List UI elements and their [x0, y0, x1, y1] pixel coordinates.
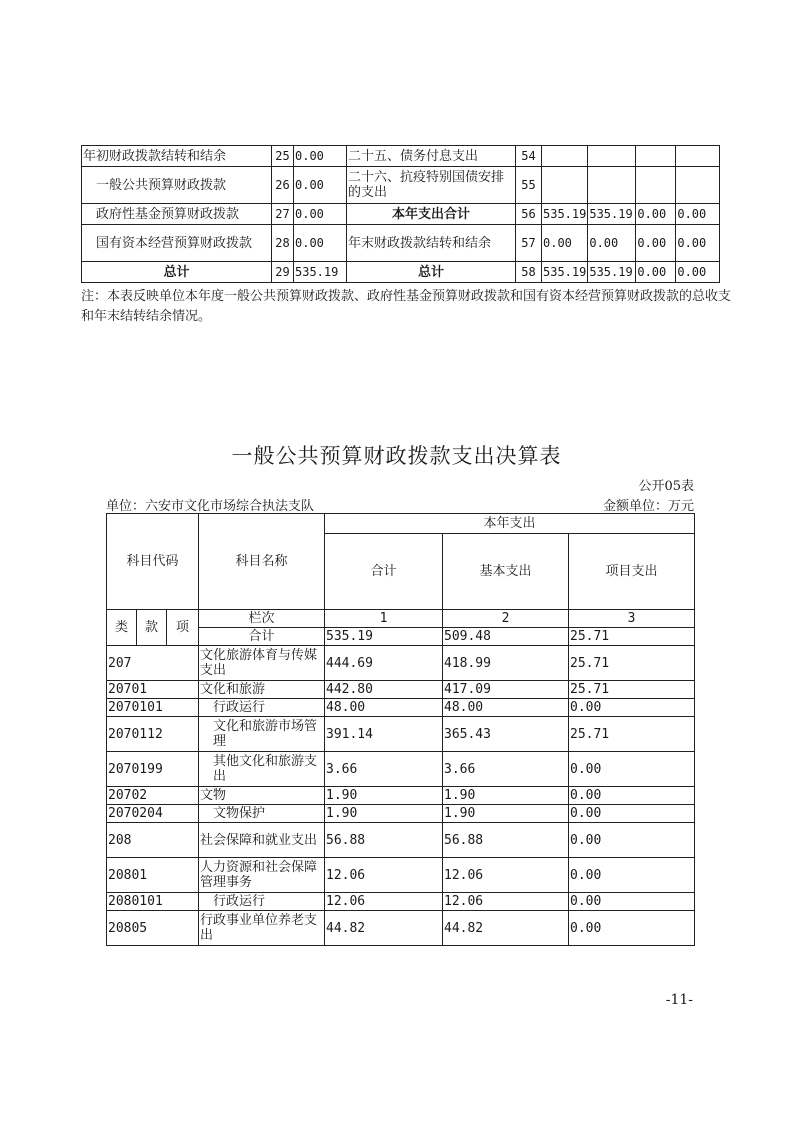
value-fund: 0.00 — [636, 262, 676, 283]
project: 0.00 — [569, 699, 695, 717]
table-row — [107, 823, 695, 858]
left-line-no: 25 — [272, 146, 294, 167]
subject-name: 文化和旅游市场管理 — [199, 717, 325, 752]
basic: 44.82 — [443, 911, 569, 946]
table-row — [82, 146, 720, 167]
subject-code: 208 — [107, 823, 199, 858]
right-line-no: 58 — [516, 262, 542, 283]
value-general: 535.19 — [588, 204, 636, 225]
project: 0.00 — [569, 823, 695, 858]
table-row — [107, 787, 695, 805]
table-row — [107, 717, 695, 752]
left-line-no: 26 — [272, 167, 294, 204]
section-title: 一般公共预算财政拨款支出决算表 — [231, 444, 562, 468]
subject-name: 行政运行 — [199, 893, 325, 911]
value-fund: 0.00 — [636, 225, 676, 262]
basic: 365.43 — [443, 717, 569, 752]
table-row — [107, 699, 695, 717]
value-capital: 0.00 — [676, 225, 720, 262]
basic: 1.90 — [443, 805, 569, 823]
subject-code: 2070204 — [107, 805, 199, 823]
project: 25.71 — [569, 681, 695, 699]
project: 0.00 — [569, 911, 695, 946]
value-total: 535.19 — [542, 204, 588, 225]
left-line-no: 29 — [272, 262, 294, 283]
subject-code: 20702 — [107, 787, 199, 805]
column-label: 栏次 — [199, 610, 325, 628]
right-label: 本年支出合计 — [347, 204, 516, 225]
project: 0.00 — [569, 858, 695, 893]
header-total: 合计 — [325, 534, 443, 610]
column-2: 2 — [443, 610, 569, 628]
value-fund — [636, 146, 676, 167]
table-row-grand-total — [82, 262, 720, 283]
total: 56.88 — [325, 823, 443, 858]
value-capital — [676, 167, 720, 204]
left-label: 一般公共预算财政拨款 — [82, 167, 272, 204]
page-number: -11- — [665, 992, 693, 1008]
total: 12.06 — [325, 893, 443, 911]
subject-name: 行政运行 — [199, 699, 325, 717]
right-line-no: 55 — [516, 167, 542, 204]
basic: 56.88 — [443, 823, 569, 858]
value-total — [542, 167, 588, 204]
subject-name: 文化和旅游 — [199, 681, 325, 699]
project: 25.71 — [569, 646, 695, 681]
table-row — [82, 225, 720, 262]
table-row — [107, 681, 695, 699]
right-label: 总计 — [347, 262, 516, 283]
total: 48.00 — [325, 699, 443, 717]
subject-code: 207 — [107, 646, 199, 681]
left-label: 总计 — [82, 262, 272, 283]
value-capital: 0.00 — [676, 204, 720, 225]
basic: 48.00 — [443, 699, 569, 717]
sum-total: 535.19 — [325, 628, 443, 646]
subject-code: 2070101 — [107, 699, 199, 717]
left-line-no: 27 — [272, 204, 294, 225]
left-value: 0.00 — [294, 204, 347, 225]
subject-code: 20801 — [107, 858, 199, 893]
right-line-no: 56 — [516, 204, 542, 225]
header-kuan: 款 — [137, 610, 167, 646]
value-total: 535.19 — [542, 262, 588, 283]
sum-project: 25.71 — [569, 628, 695, 646]
subject-name: 社会保障和就业支出 — [199, 823, 325, 858]
basic: 12.06 — [443, 893, 569, 911]
left-value: 0.00 — [294, 225, 347, 262]
value-capital: 0.00 — [676, 262, 720, 283]
table-row — [107, 805, 695, 823]
table-note: 注：本表反映单位本年度一般公共预算财政拨款、政府性基金预算财政拨款和国有资本经营预算财政拨款的总收支和年末结转结余情况。 — [81, 289, 732, 324]
left-label: 国有资本经营预算财政拨款 — [82, 225, 272, 262]
value-general: 0.00 — [588, 225, 636, 262]
right-label: 二十六、抗疫特别国债安排的支出 — [347, 167, 516, 204]
column-index-row — [107, 610, 695, 628]
basic: 3.66 — [443, 752, 569, 787]
left-value: 0.00 — [294, 146, 347, 167]
basic: 1.90 — [443, 787, 569, 805]
total: 1.90 — [325, 787, 443, 805]
right-label: 年末财政拨款结转和结余 — [347, 225, 516, 262]
subject-code: 2070112 — [107, 717, 199, 752]
header-code: 科目代码 — [107, 514, 199, 610]
basic: 418.99 — [443, 646, 569, 681]
general-budget-expenditure-table — [106, 513, 695, 946]
header-name: 科目名称 — [199, 514, 325, 610]
sum-label: 合计 — [199, 628, 325, 646]
reporting-unit: 单位：六安市文化市场综合执法支队 — [106, 499, 315, 514]
subject-name: 人力资源和社会保障管理事务 — [199, 858, 325, 893]
right-line-no: 54 — [516, 146, 542, 167]
subject-name: 行政事业单位养老支出 — [199, 911, 325, 946]
total: 442.80 — [325, 681, 443, 699]
total: 391.14 — [325, 717, 443, 752]
subject-code: 2070199 — [107, 752, 199, 787]
left-value: 535.19 — [294, 262, 347, 283]
table-row — [107, 752, 695, 787]
total: 12.06 — [325, 858, 443, 893]
project: 0.00 — [569, 787, 695, 805]
table-row — [107, 911, 695, 946]
table-row — [107, 893, 695, 911]
value-fund — [636, 167, 676, 204]
basic: 12.06 — [443, 858, 569, 893]
left-label: 年初财政拨款结转和结余 — [82, 146, 272, 167]
value-general — [588, 146, 636, 167]
header-row — [107, 514, 695, 534]
left-label: 政府性基金预算财政拨款 — [82, 204, 272, 225]
subject-code: 2080101 — [107, 893, 199, 911]
header-project: 项目支出 — [569, 534, 695, 610]
total: 44.82 — [325, 911, 443, 946]
left-line-no: 28 — [272, 225, 294, 262]
table-row — [107, 646, 695, 681]
header-basic: 基本支出 — [443, 534, 569, 610]
project: 0.00 — [569, 893, 695, 911]
fiscal-allocation-summary-table — [81, 145, 720, 283]
table-row — [82, 167, 720, 204]
value-total — [542, 146, 588, 167]
value-general: 535.19 — [588, 262, 636, 283]
left-value: 0.00 — [294, 167, 347, 204]
subject-name: 其他文化和旅游支出 — [199, 752, 325, 787]
right-label: 二十五、债务付息支出 — [347, 146, 516, 167]
project: 0.00 — [569, 805, 695, 823]
amount-unit: 金额单位：万元 — [602, 499, 694, 514]
total: 444.69 — [325, 646, 443, 681]
total: 1.90 — [325, 805, 443, 823]
right-line-no: 57 — [516, 225, 542, 262]
project: 0.00 — [569, 752, 695, 787]
subject-name: 文物 — [199, 787, 325, 805]
value-fund: 0.00 — [636, 204, 676, 225]
sum-basic: 509.48 — [443, 628, 569, 646]
subject-name: 文物保护 — [199, 805, 325, 823]
table-row — [82, 204, 720, 225]
header-lei: 类 — [107, 610, 137, 646]
subject-code: 20805 — [107, 911, 199, 946]
subject-name: 文化旅游体育与传媒支出 — [199, 646, 325, 681]
total: 3.66 — [325, 752, 443, 787]
basic: 417.09 — [443, 681, 569, 699]
form-number: 公开05表 — [638, 479, 694, 494]
header-current-year-expenditure: 本年支出 — [325, 514, 695, 534]
column-3: 3 — [569, 610, 695, 628]
table-row — [107, 858, 695, 893]
column-1: 1 — [325, 610, 443, 628]
header-xiang: 项 — [167, 610, 199, 646]
project: 25.71 — [569, 717, 695, 752]
value-total: 0.00 — [542, 225, 588, 262]
value-capital — [676, 146, 720, 167]
value-general — [588, 167, 636, 204]
subject-code: 20701 — [107, 681, 199, 699]
